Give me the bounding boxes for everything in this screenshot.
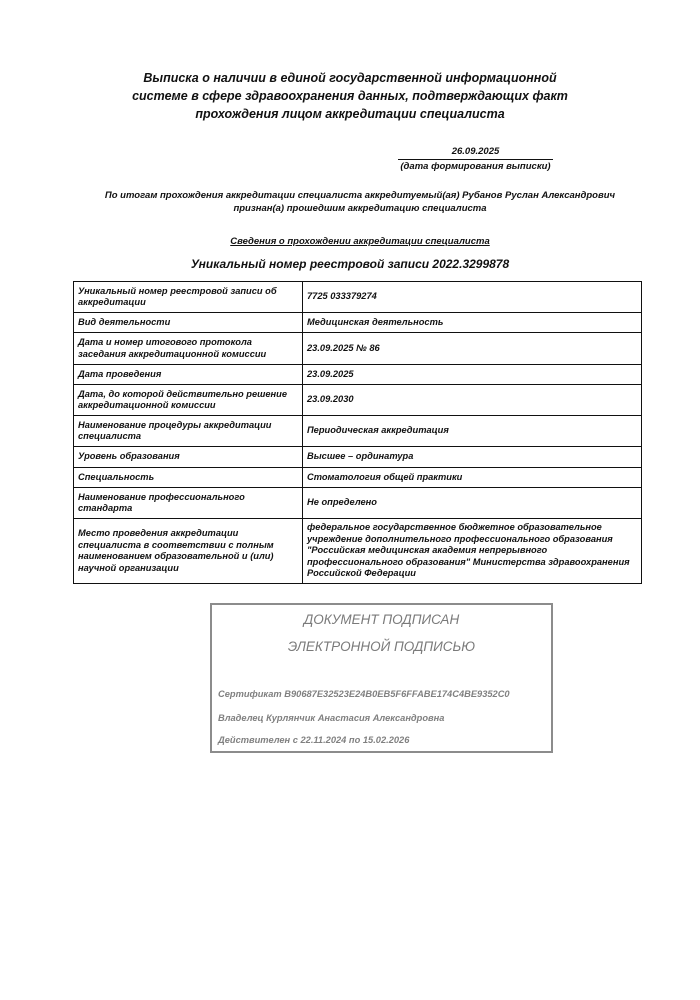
row-value: Медицинская деятельность [303,313,642,333]
row-value: 7725 033379274 [303,282,642,313]
table-row [74,416,642,447]
row-value: Стоматология общей практики [303,468,642,488]
row-label: Дата проведения [74,365,303,385]
formation-date-block [398,146,553,173]
row-label: Наименование процедуры аккредитации специалиста [74,416,303,447]
registry-number-heading: Уникальный номер реестровой записи 2022.3299878 [190,257,510,271]
accreditation-intro [90,189,630,215]
table-row [74,333,642,365]
electronic-signature-stamp [210,603,553,753]
table-row [74,385,642,416]
row-value: Периодическая аккредитация [303,416,642,447]
table-row [74,365,642,385]
table-row [74,519,642,584]
intro-line: признан(а) прошедшим аккредитацию специалиста [233,203,487,214]
section-heading: Сведения о прохождении аккредитации специалиста [230,236,490,247]
intro-line: По итогам прохождения аккредитации специалиста аккредитуемый(ая) Рубанов Руслан Александрович [104,190,616,201]
title-line: системе в сфере здравоохранения данных, подтверждающих факт [132,89,568,103]
certificate-validity: Действителен с 22.11.2024 по 15.02.2026 [218,735,410,745]
accreditation-info-table [73,281,642,584]
row-label: Вид деятельности [74,313,303,333]
document-title [100,69,600,123]
table-row [74,313,642,333]
certificate-number: Сертификат B90687E32523E24B0EB5F6FFABE174C4BE9352C0 [218,689,510,699]
table-row [74,282,642,313]
row-label: Уникальный номер реестровой записи об аккредитации [74,282,303,313]
row-value: Высшее – ординатура [303,447,642,468]
row-label: Дата и номер итогового протокола заседания аккредитационной комиссии [74,333,303,365]
row-value: Не определено [303,488,642,519]
title-line: Выписка о наличии в единой государственной информационной [143,71,557,85]
table-row [74,488,642,519]
title-line: прохождения лицом аккредитации специалиста [195,107,505,121]
formation-date-caption: (дата формирования выписки) [400,161,551,172]
stamp-heading-line1: ДОКУМЕНТ ПОДПИСАН [303,612,460,627]
certificate-owner: Владелец Курлянчик Анастасия Александровна [218,713,445,723]
row-value: 23.09.2025 № 86 [303,333,642,365]
table-row [74,468,642,488]
stamp-heading-line2: ЭЛЕКТРОННОЙ ПОДПИСЬЮ [287,639,476,654]
row-label: Специальность [74,468,303,488]
row-value: 23.09.2025 [303,365,642,385]
row-label: Уровень образования [74,447,303,468]
row-label: Место проведения аккредитации специалиста в соответствии с полным наименованием образовательной и (или) научной организации [74,519,303,584]
formation-date: 26.09.2025 [398,146,553,160]
table-row [74,447,642,468]
row-value: 23.09.2030 [303,385,642,416]
row-label: Наименование профессионального стандарта [74,488,303,519]
row-label: Дата, до которой действительно решение аккредитационной комиссии [74,385,303,416]
row-value: федеральное государственное бюджетное образовательное учреждение дополнительного профессионального образования "Российская медицинская академия непрерывного профессионального образования" Министерства здравоохранения Российской Федерации [303,519,642,584]
